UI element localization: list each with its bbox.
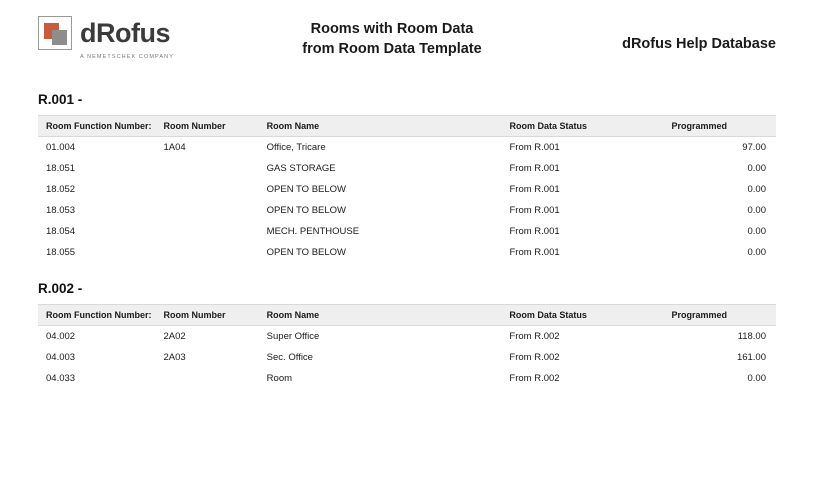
logo-row — [38, 16, 170, 50]
cell-programmed: 161.00 — [736, 352, 766, 363]
table-row[interactable] — [38, 179, 776, 200]
cell-programmed: 0.00 — [747, 226, 766, 237]
cell-room-function-number: 18.054 — [46, 226, 76, 237]
database-title: dRofus Help Database — [622, 36, 776, 52]
cell-room-number — [158, 179, 261, 200]
column-header: Room Name — [261, 305, 504, 326]
table-row[interactable] — [38, 200, 776, 221]
cell-room-name: OPEN TO BELOW — [266, 205, 347, 216]
cell-room-function-number: 04.002 — [46, 331, 76, 342]
cell-room-function-number: 04.033 — [46, 373, 76, 384]
room-group — [38, 92, 776, 263]
cell-room-number — [158, 242, 261, 263]
cell-room-name: Office, Tricare — [266, 142, 326, 153]
cell-programmed: 0.00 — [747, 247, 766, 258]
cell-room-number — [158, 368, 261, 389]
column-header: Room Data Status — [503, 305, 665, 326]
table-header-row — [38, 305, 776, 326]
table-row[interactable] — [38, 137, 776, 159]
cell-programmed: 97.00 — [742, 142, 766, 153]
report-content — [0, 92, 814, 389]
cell-room-data-status: From R.001 — [509, 247, 560, 258]
column-header: Room Data Status — [503, 116, 665, 137]
cell-room-function-number: 01.004 — [46, 142, 76, 153]
cell-room-name: GAS STORAGE — [266, 163, 336, 174]
cell-room-name: OPEN TO BELOW — [266, 247, 347, 258]
cell-programmed: 0.00 — [747, 373, 766, 384]
cell-room-number: 1A04 — [163, 142, 186, 153]
rooms-table — [38, 304, 776, 389]
table-row[interactable] — [38, 221, 776, 242]
cell-room-function-number: 18.052 — [46, 184, 76, 195]
column-header: Programmed — [665, 116, 776, 137]
drofus-logo-icon — [38, 16, 72, 50]
column-header: Programmed — [665, 305, 776, 326]
cell-programmed: 0.00 — [747, 163, 766, 174]
cell-room-number: 2A03 — [163, 352, 186, 363]
cell-programmed: 0.00 — [747, 205, 766, 216]
room-group — [38, 281, 776, 389]
cell-programmed: 118.00 — [737, 331, 766, 342]
group-title: R.001 - — [38, 92, 83, 107]
brand-logo — [38, 16, 238, 60]
table-row[interactable] — [38, 368, 776, 389]
cell-room-name: Room — [266, 373, 293, 384]
table-header-row — [38, 116, 776, 137]
cell-room-number — [158, 200, 261, 221]
cell-room-name: OPEN TO BELOW — [266, 184, 347, 195]
cell-room-data-status: From R.001 — [509, 184, 560, 195]
cell-room-data-status: From R.001 — [509, 163, 560, 174]
table-row[interactable] — [38, 347, 776, 368]
cell-room-name: Super Office — [266, 331, 320, 342]
cell-room-function-number: 18.055 — [46, 247, 76, 258]
document-title-line1: Rooms with Room Data — [310, 21, 474, 37]
cell-room-function-number: 04.003 — [46, 352, 76, 363]
table-row[interactable] — [38, 158, 776, 179]
cell-room-number — [158, 158, 261, 179]
groups-container — [38, 92, 776, 389]
document-title — [238, 16, 546, 59]
cell-room-name: MECH. PENTHOUSE — [266, 226, 360, 237]
report-header — [0, 0, 814, 78]
group-title: R.002 - — [38, 281, 83, 296]
table-row[interactable] — [38, 326, 776, 348]
cell-room-function-number: 18.053 — [46, 205, 76, 216]
cell-room-name: Sec. Office — [266, 352, 313, 363]
cell-room-data-status: From R.002 — [509, 373, 560, 384]
column-header: Room Function Number: — [38, 116, 158, 137]
column-header: Room Number — [158, 305, 261, 326]
cell-room-data-status: From R.002 — [509, 352, 560, 363]
logo-tagline: A NEMETSCHEK COMPANY — [80, 54, 175, 60]
cell-room-data-status: From R.001 — [509, 205, 560, 216]
table-row[interactable] — [38, 242, 776, 263]
cell-room-data-status: From R.002 — [509, 331, 560, 342]
cell-room-data-status: From R.001 — [509, 142, 560, 153]
column-header: Room Name — [261, 116, 504, 137]
cell-room-number — [158, 221, 261, 242]
cell-room-data-status: From R.001 — [509, 226, 560, 237]
column-header: Room Function Number: — [38, 305, 158, 326]
column-header: Room Number — [158, 116, 261, 137]
logo-wordmark: dRofus — [80, 17, 170, 48]
cell-programmed: 0.00 — [747, 184, 766, 195]
rooms-table — [38, 115, 776, 263]
document-title-line2: from Room Data Template — [302, 40, 482, 57]
cell-room-number: 2A02 — [163, 331, 186, 342]
cell-room-function-number: 18.051 — [46, 163, 76, 174]
